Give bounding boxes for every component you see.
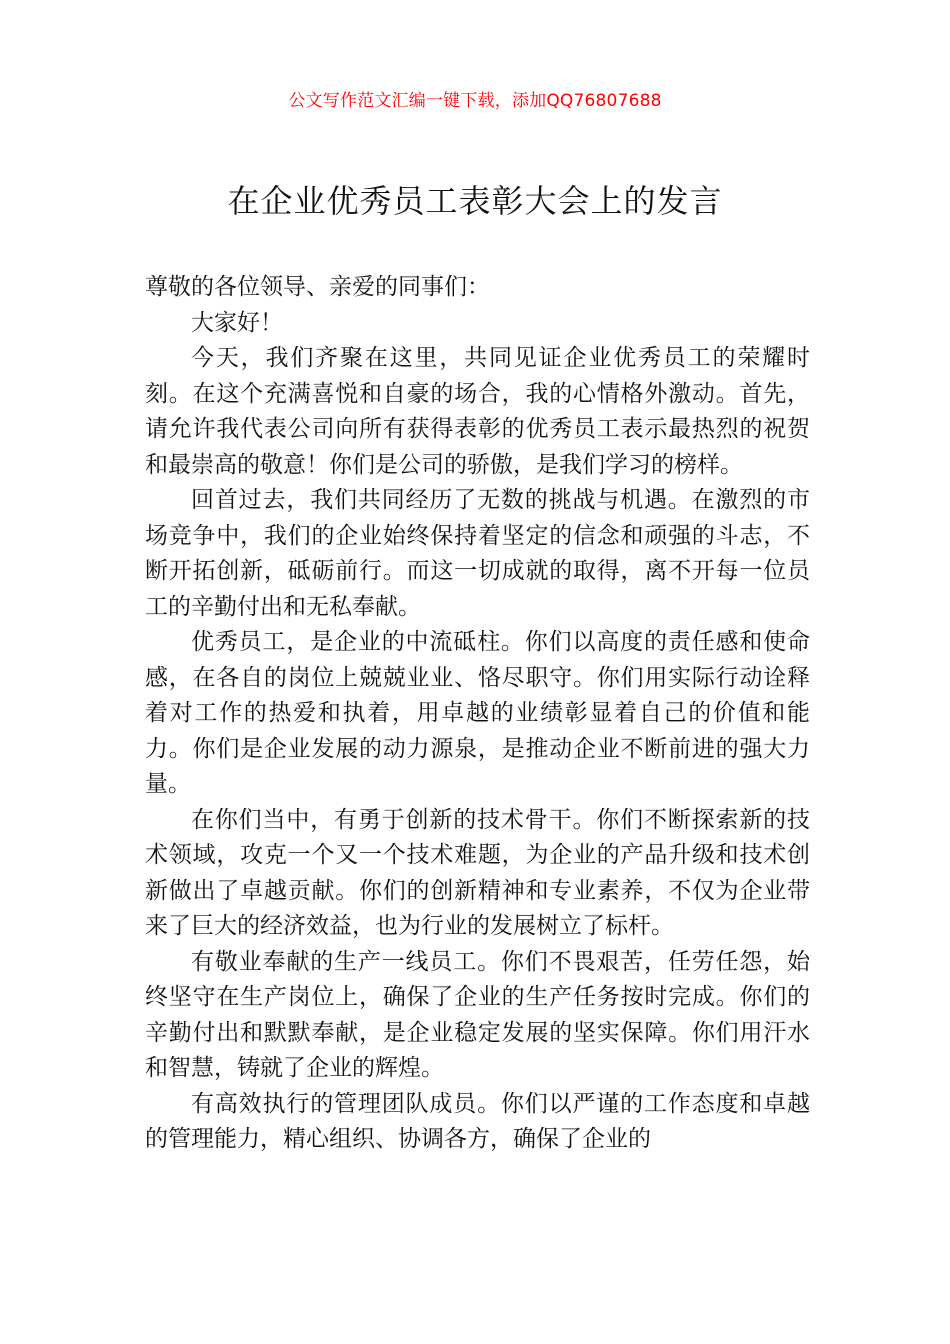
paragraph-review: 回首过去，我们共同经历了无数的挑战与机遇。在激烈的市场竞争中，我们的企业始终保持着坚定的信念和顽强的斗志，不断开拓创新，砥砺前行。而这一切成就的取得，离不开每一位员工的辛勤付出和无私奉献。 xyxy=(145,487,810,620)
document-title: 在企业优秀员工表彰大会上的发言 xyxy=(227,182,723,220)
document-body xyxy=(145,270,810,1158)
paragraph-backbone: 优秀员工，是企业的中流砥柱。你们以高度的责任感和使命感，在各自的岗位上兢兢业业、恪尽职守。你们用实际行动诠释着对工作的热爱和执着，用卓越的业绩彰显着自己的价值和能力。你们是企业发展的动力源泉，是推动企业不断前进的强大力量。 xyxy=(145,629,810,797)
paragraph-production-staff: 有敬业奉献的生产一线员工。你们不畏艰苦，任劳任怨，始终坚守在生产岗位上，确保了企业的生产任务按时完成。你们的辛勤付出和默默奉献，是企业稳定发展的坚实保障。你们用汗水和智慧，铸就了企业的辉煌。 xyxy=(145,948,810,1081)
paragraph-tech-staff: 在你们当中，有勇于创新的技术骨干。你们不断探索新的技术领域，攻克一个又一个技术难题，为企业的产品升级和技术创新做出了卓越贡献。你们的创新精神和专业素养，不仅为企业带来了巨大的经济效益，也为行业的发展树立了标杆。 xyxy=(145,806,810,939)
salutation: 尊敬的各位领导、亲爱的同事们： xyxy=(145,274,490,300)
download-banner: 公文写作范文汇编一键下载，添加QQ76807688 xyxy=(288,91,662,111)
paragraph-greeting: 大家好！ xyxy=(191,309,283,336)
paragraph-management-team: 有高效执行的管理团队成员。你们以严谨的工作态度和卓越的管理能力，精心组织、协调各方，确保了企业的 xyxy=(145,1090,810,1152)
paragraph-opening: 今天，我们齐聚在这里，共同见证企业优秀员工的荣耀时刻。在这个充满喜悦和自豪的场合，我的心情格外激动。首先，请允许我代表公司向所有获得表彰的优秀员工表示最热烈的祝贺和最崇高的敬意！你们是公司的骄傲，是我们学习的榜样。 xyxy=(145,345,810,478)
